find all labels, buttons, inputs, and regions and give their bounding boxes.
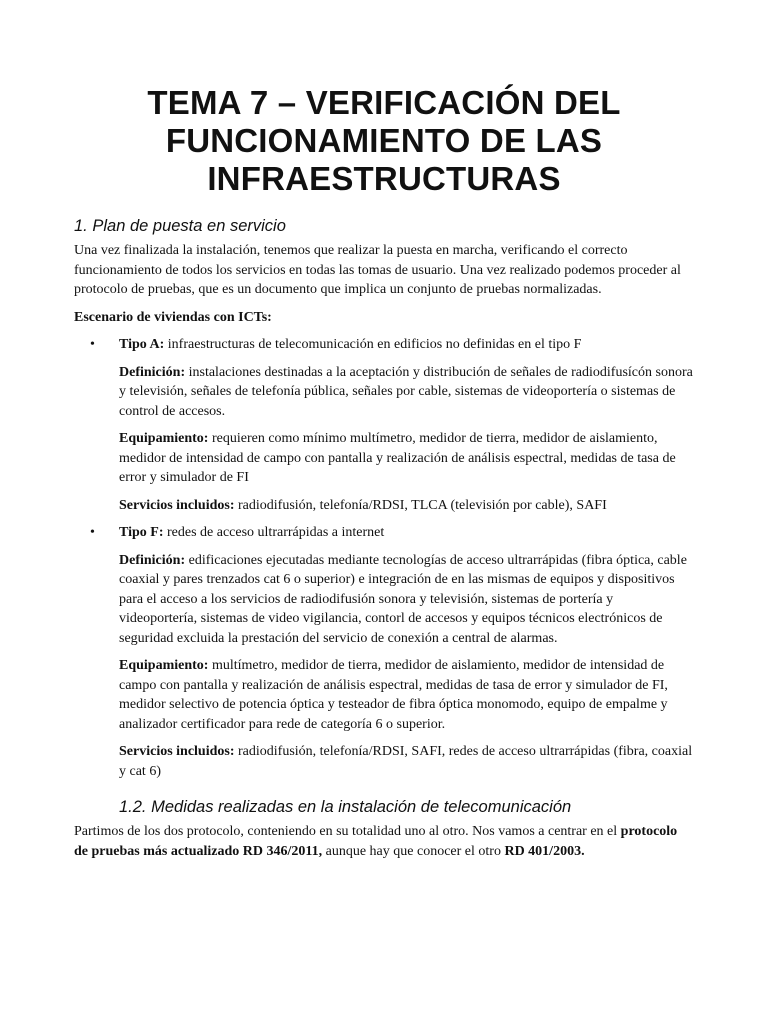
tipo-f-definition-label: Definición:: [119, 552, 186, 568]
tipo-f-summary: [119, 523, 694, 543]
section-1-intro: Una vez finalizada la instalación, tenemos que realizar la puesta en marcha, verificando el correcto funcionamiento de todos los servicios en todas las tomas de usuario. Una vez realizado podemos proceder al protocolo de pruebas, que es un documento que implica un conjunto de pruebas normalizadas.: [74, 243, 681, 297]
tipo-f-services-text: radiodifusión, telefonía/RDSI, SAFI, redes de acceso ultrarrápidas (fibra, coaxial y cat 6): [119, 744, 693, 779]
tipo-a-summary: [119, 335, 694, 355]
list-item-tipo-f: [74, 523, 694, 781]
tipo-a-services: [119, 496, 694, 516]
list-item-tipo-a: [74, 335, 694, 515]
tipo-a-equipment-label: Equipamiento:: [119, 431, 209, 446]
tipo-f-definition: [119, 551, 694, 649]
section-1-2-text-start: Partimos de los dos protocolo, conteniendo en su totalidad uno al otro. Nos vamos a centrar en el: [74, 824, 621, 839]
tipo-a-definition-text: instalaciones destinadas a la aceptación y distribución de señales de radiodifusícón sonora y televisión, señales de telefonía pública, señales por cable, sistemas de videoportería o sistemas de control de accesos.: [119, 364, 693, 419]
section-1-2-text-mid: aunque hay que conocer el otro: [322, 843, 505, 859]
title-line-1: TEMA 7 – VERIFICACIÓN DEL: [147, 84, 621, 121]
tipo-f-text: redes de acceso ultrarrápidas a internet: [163, 525, 385, 540]
tipo-a-services-text: radiodifusión, telefonía/RDSI, TLCA (televisión por cable), SAFI: [234, 497, 607, 513]
tipo-a-definition: [119, 363, 694, 422]
section-1-2-heading: 1.2. Medidas realizadas en la instalación de telecomunicación: [119, 798, 572, 816]
title-line-3: INFRAESTRUCTURAS: [207, 160, 561, 197]
tipo-a-services-label: Servicios incluidos:: [119, 497, 235, 513]
section-1-2-bold-rd: RD 401/2003.: [504, 843, 585, 859]
tipo-f-label: Tipo F:: [119, 525, 164, 540]
tipo-f-equipment-text: multímetro, medidor de tierra, medidor de aislamiento, medidor de intensidad de campo con pantalla y realización de análisis espectral, medidas de tasa de error y simulador de FI, medidor selectivo de potencia óptica y testeador de fibra óptica monomodo, equipo de empalme y analizador certificador para rede de categoría 6 o superior.: [119, 658, 668, 732]
ict-types-list: [74, 335, 694, 781]
tipo-a-label: Tipo A:: [119, 337, 165, 352]
tipo-f-services: [119, 742, 694, 781]
tipo-a-definition-label: Definición:: [119, 364, 186, 380]
section-1-2-bold-protocol: protocolo de pruebas más actualizado RD 346/2011,: [74, 824, 678, 859]
tipo-f-equipment-label: Equipamiento:: [119, 658, 209, 673]
section-1-heading: 1. Plan de puesta en servicio: [74, 217, 286, 235]
tipo-a-equipment: [119, 429, 694, 488]
bullet-glyph: •: [90, 525, 95, 540]
bullet-glyph: •: [90, 337, 95, 352]
tipo-f-definition-text: edificaciones ejecutadas mediante tecnologías de acceso ultrarrápidas (fibra óptica, cable coaxial y pares trenzados cat 6 o superior) e integración de en las mismas de equipos y dispositivos para el acceso a los servicios de radiodifusión sonora y televisión, sistemas de portería y videoportería, sistemas de video vigilancia, contorl de accesos y equipos técnicos electrónicos de seguridad excluida la prestación del servicio de conexión a central de alarmas.: [119, 552, 687, 646]
section-1-2-paragraph: [74, 822, 694, 861]
tipo-f-services-label: Servicios incluidos:: [119, 744, 235, 759]
title-line-2: FUNCIONAMIENTO DE LAS: [165, 122, 603, 159]
document-title: [74, 84, 694, 198]
scenario-label: Escenario de viviendas con ICTs:: [74, 309, 272, 325]
tipo-a-equipment-text: requieren como mínimo multímetro, medidor de tierra, medidor de aislamiento, medidor de intensidad de campo con pantalla y realización de análisis espectral, medidas de tasa de error y simulador de FI: [119, 431, 676, 485]
tipo-a-text: infraestructuras de telecomunicación en edificios no definidas en el tipo F: [164, 337, 582, 352]
tipo-f-equipment: [119, 656, 694, 734]
scenario-heading: [74, 308, 694, 328]
